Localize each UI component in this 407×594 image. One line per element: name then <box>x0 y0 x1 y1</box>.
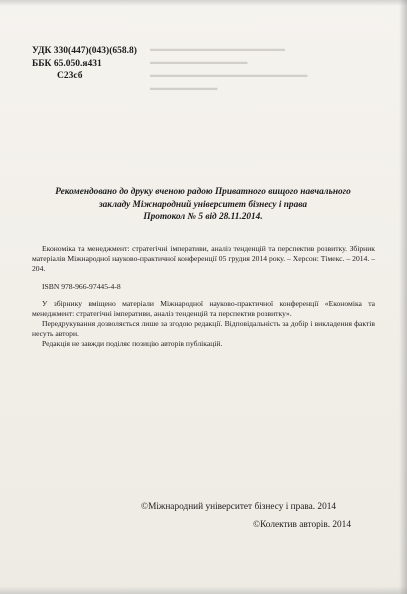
bibliographic-description: Економіка та менеджмент: стратегічні імперативи, аналіз тенденцій та перспектив розвитку. Збірник матеріалів Міжнародної науково-практичної конференції 05 грудня 2014 року. – Херсон: Тімекс. – 2014. – 204. <box>32 244 375 273</box>
recommendation-line-2: закладу Міжнародний університет бізнесу і права <box>99 199 307 210</box>
page-edge-bottom <box>0 586 407 594</box>
classification-codes <box>32 45 137 83</box>
note-paragraph-3: Редакція не завжди поділяє позицію авторів публікацій. <box>42 339 223 348</box>
editorial-notes <box>32 299 375 349</box>
copyright-authors: ©Колектив авторів. 2014 <box>253 520 351 530</box>
bleed-through-line: ▬▬▬▬▬▬▬▬▬▬▬▬▬▬▬▬▬▬ <box>150 44 285 53</box>
note-paragraph-2: Передрукування дозволяється лише за згодою редакції. Відповідальність за добір і викладення фактів несуть автори. <box>32 319 375 338</box>
bbk-code: ББК 65.050.я431 <box>32 58 102 69</box>
udk-code: УДК 330(447)(043)(658.8) <box>32 46 137 56</box>
bleed-through-line: ▬▬▬▬▬▬▬▬▬▬▬▬▬ <box>150 57 248 66</box>
recommendation-line-3: Протокол № 5 від 28.11.2014. <box>143 212 263 222</box>
author-sign-code: С23сб <box>57 71 83 81</box>
page-edge-right <box>399 0 407 594</box>
copyright-university: ©Міжнародний університет бізнесу і права. 2014 <box>141 502 337 512</box>
note-paragraph-1: У збірнику вміщено матеріали Міжнародної науково-практичної конференції «Економіка та менеджмент: стратегічні імперативи, аналіз тенденцій та перспектив розвитку». <box>32 299 375 318</box>
recommendation-line-1: Рекомендовано до друку вченою радою Приватного вищого навчального <box>55 187 351 197</box>
recommendation-block <box>28 186 378 224</box>
bleed-through-line: ▬▬▬▬▬▬▬▬▬ <box>150 83 218 92</box>
bleed-through-line: ▬▬▬▬▬▬▬▬▬▬▬▬▬▬▬▬▬▬▬▬▬ <box>150 70 308 79</box>
isbn-number: ISBN 978-966-97445-4-8 <box>42 282 121 291</box>
page-edge-top <box>0 0 407 6</box>
